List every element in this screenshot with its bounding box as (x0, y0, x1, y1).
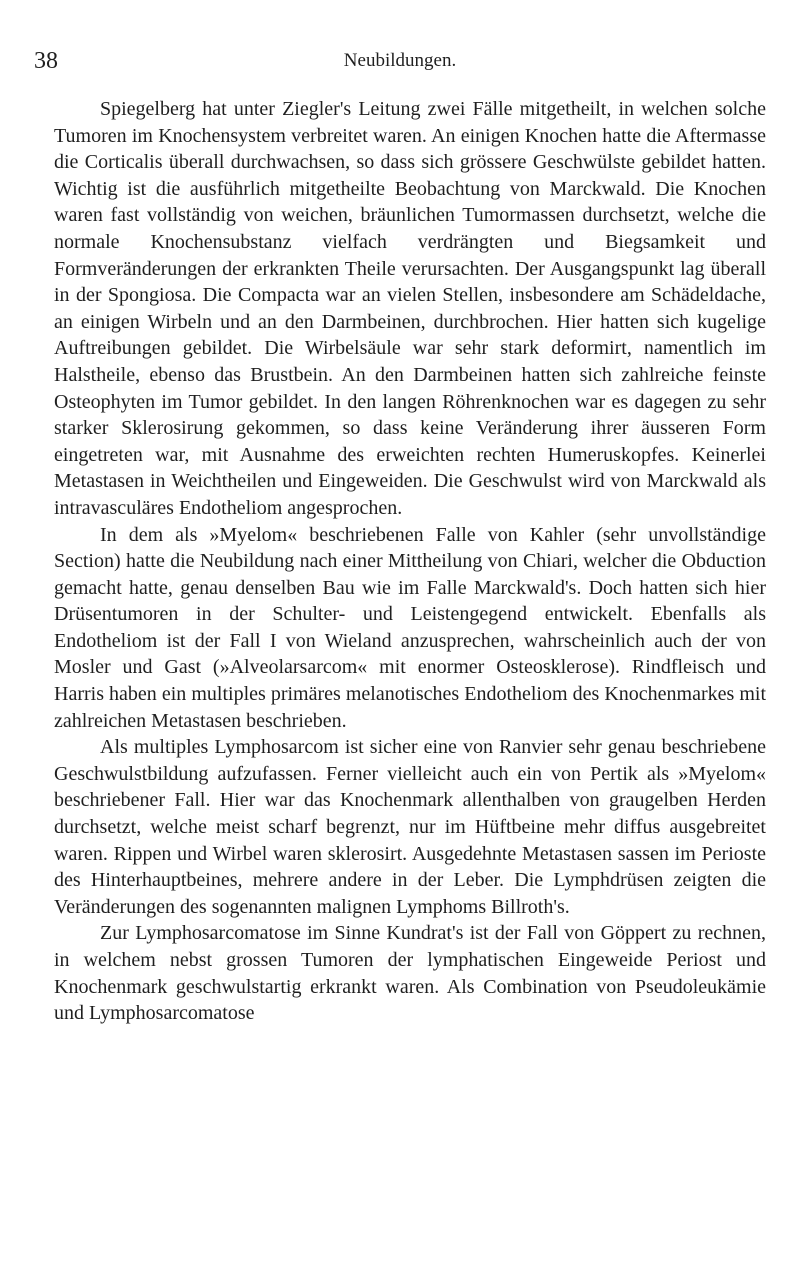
page-header (0, 48, 800, 78)
paragraph: Als multiples Lymphosarcom ist sicher eine von Ranvier sehr genau beschriebene Geschwulstbildung aufzufassen. Ferner vielleicht auch ein von Pertik als »Myelom« beschriebener Fall. Hier war das Knochenmark allenthalben von graugelben Herden durchsetzt, welche meist scharf begrenzt, nur im Hüftbeine mehr diffus ausgebreitet waren. Rippen und Wirbel waren sklerosirt. Ausgedehnte Metastasen sassen im Perioste des Hinterhauptbeines, mehrere andere in der Leber. Die Lymphdrüsen zeigten die Veränderungen des sogenannten malignen Lymphoms Billroth's. (54, 736, 766, 918)
paragraph: Spiegelberg hat unter Ziegler's Leitung zwei Fälle mitgetheilt, in welchen solche Tumoren im Knochensystem verbreitet waren. An einigen Knochen hatte die Aftermasse die Corticalis überall durchwachsen, so dass sich grössere Geschwülste gebildet hatten. Wichtig ist die ausführlich mitgetheilte Beobachtung von Marckwald. Die Knochen waren fast vollständig von weichen, bräunlichen Tumormassen durchsetzt, welche die normale Knochensubstanz vielfach verdrängten und Biegsamkeit und Formveränderungen der erkrankten Theile verursachten. Der Ausgangspunkt lag überall in der Spongiosa. Die Compacta war an vielen Stellen, insbesondere am Schädeldache, an einigen Wirbeln und an den Darmbeinen, durchbrochen. Hier hatten sich kugelige Auftreibungen gebildet. Die Wirbelsäule war sehr stark deformirt, namentlich im Halstheile, ebenso das Brustbein. An den Darmbeinen hatten sich zahlreiche feinste Osteophyten im Tumor gebildet. In den langen Röhrenknochen war es dagegen zu sehr starker Sklerosirung gekommen, so dass keine Veränderung ihrer äusseren Form eingetreten war, mit Ausnahme des erweichten rechten Humeruskopfes. Keinerlei Metastasen in Weichtheilen und Eingeweiden. Die Geschwulst wird von Marckwald als intravasculäres Endotheliom angesprochen. (54, 98, 766, 519)
page-number: 38 (34, 48, 58, 74)
body-text (54, 96, 766, 1027)
running-title: Neubildungen. (343, 50, 457, 71)
paragraph: Zur Lymphosarcomatose im Sinne Kundrat's ist der Fall von Göppert zu rechnen, in welchem nebst grossen Tumoren der lymphatischen Eingeweide Periost und Knochenmark geschwulstartig erkrankt waren. Als Combination von Pseudoleukämie und Lymphosarcomatose (54, 922, 766, 1025)
paragraph: In dem als »Myelom« beschriebenen Falle von Kahler (sehr unvollständige Section) hatte die Neubildung nach einer Mittheilung von Chiari, welcher die Obduction gemacht hatte, genau denselben Bau wie im Falle Marckwald's. Doch hatten sich hier Drüsentumoren in der Schulter- und Leistengegend entwickelt. Ebenfalls als Endotheliom ist der Fall I von Wieland anzusprechen, wahrscheinlich auch der von Mosler und Gast (»Alveolarsarcom« mit enormer Osteosklerose). Rindfleisch und Harris haben ein multiples primäres melanotisches Endotheliom des Knochenmarkes mit zahlreichen Metastasen beschrieben. (54, 523, 766, 732)
